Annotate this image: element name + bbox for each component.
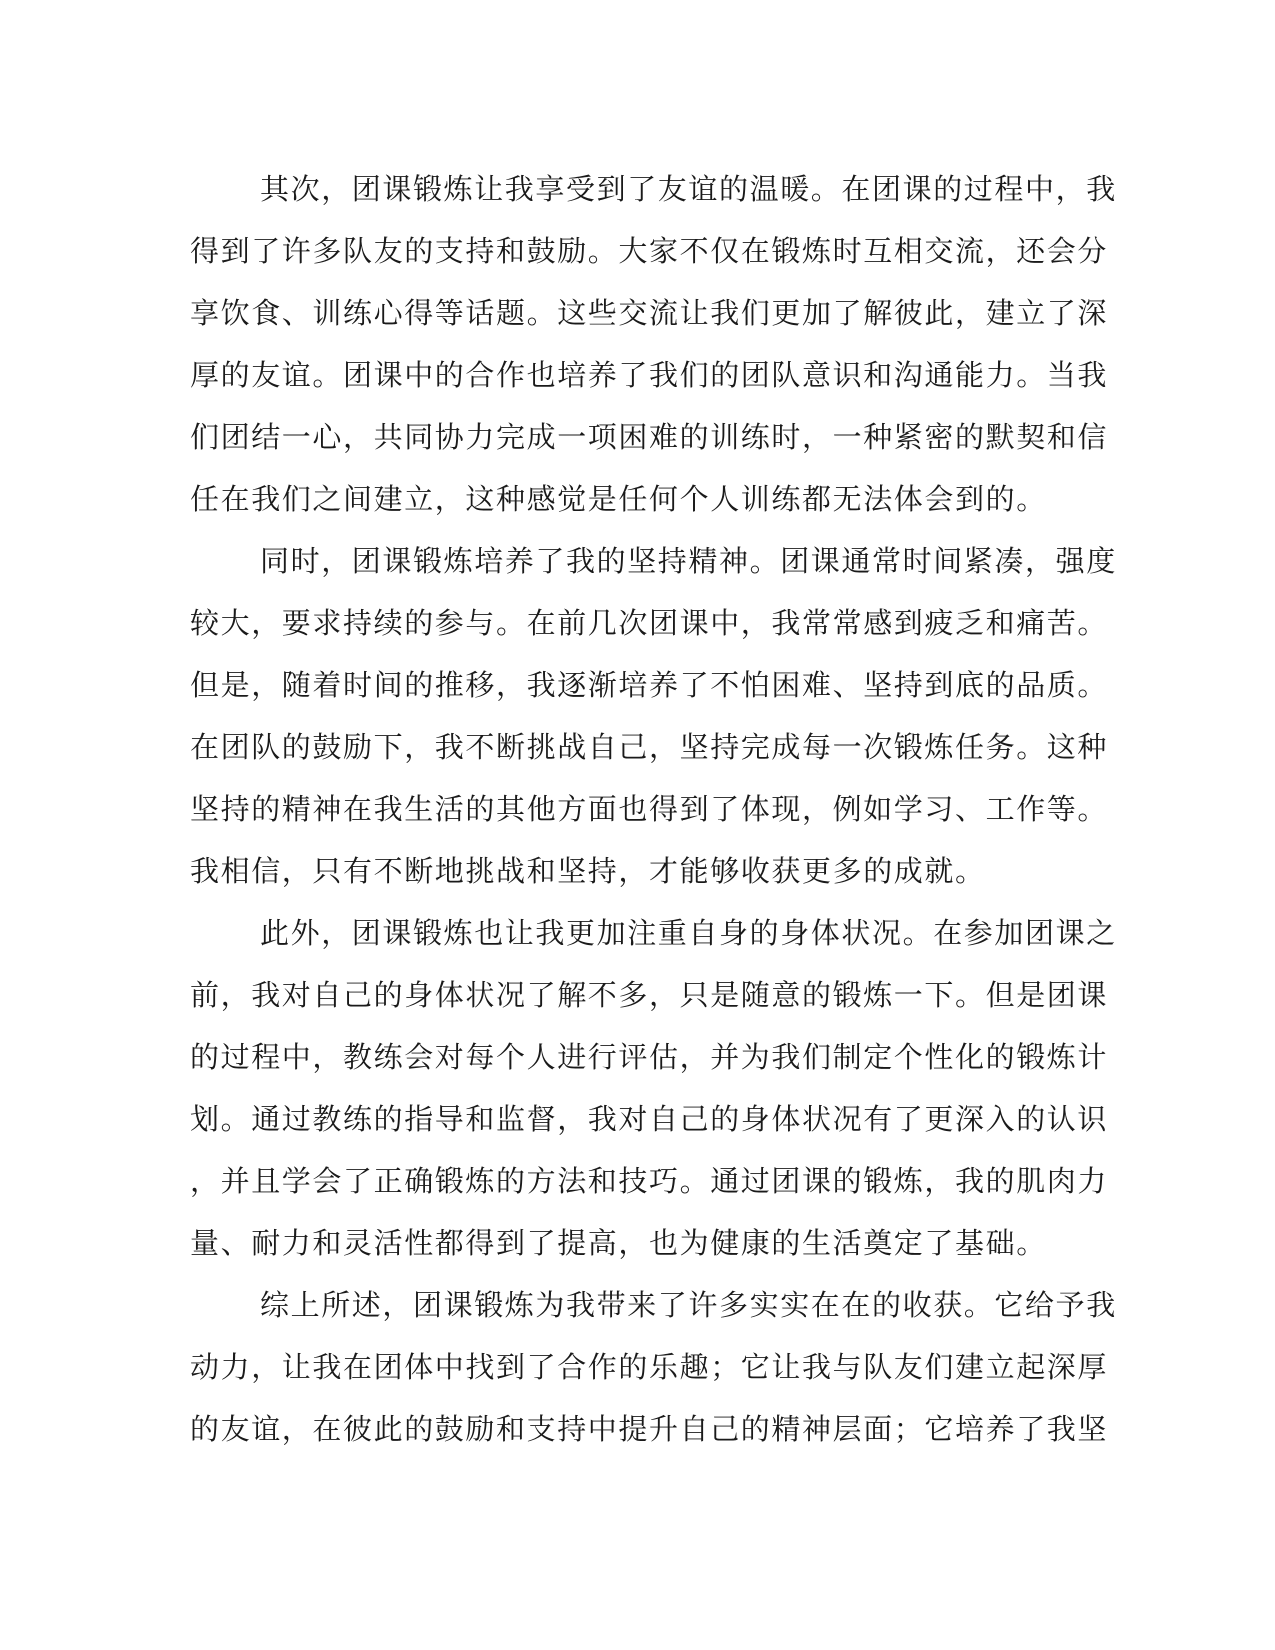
text-line: 同时，团课锻炼培养了我的坚持精神。团课通常时间紧凑，强度 [260, 544, 1117, 578]
text-line: 其次，团课锻炼让我享受到了友谊的温暖。在团课的过程中，我 [260, 172, 1117, 206]
paragraph-health [190, 902, 1117, 1274]
body-text [190, 158, 1117, 1460]
text-line: 但是，随着时间的推移，我逐渐培养了不怕困难、坚持到底的品质。 [190, 668, 1109, 702]
text-line: 动力，让我在团体中找到了合作的乐趣；它让我与队友们建立起深厚 [190, 1350, 1109, 1384]
paragraph-friendship [190, 158, 1117, 530]
paragraph-summary [190, 1274, 1117, 1460]
text-line: 的友谊，在彼此的鼓励和支持中提升自己的精神层面；它培养了我坚 [190, 1412, 1109, 1446]
text-line: 享饮食、训练心得等话题。这些交流让我们更加了解彼此，建立了深 [190, 296, 1109, 330]
text-line: 我相信，只有不断地挑战和坚持，才能够收获更多的成就。 [190, 854, 986, 888]
paragraph-persistence [190, 530, 1117, 902]
text-line: ，并且学会了正确锻炼的方法和技巧。通过团课的锻炼，我的肌肉力 [190, 1164, 1109, 1198]
text-line: 此外，团课锻炼也让我更加注重自身的身体状况。在参加团课之 [260, 916, 1117, 950]
text-line: 较大，要求持续的参与。在前几次团课中，我常常感到疲乏和痛苦。 [190, 606, 1109, 640]
text-line: 前，我对自己的身体状况了解不多，只是随意的锻炼一下。但是团课 [190, 978, 1109, 1012]
text-line: 厚的友谊。团课中的合作也培养了我们的团队意识和沟通能力。当我 [190, 358, 1109, 392]
text-line: 任在我们之间建立，这种感觉是任何个人训练都无法体会到的。 [190, 482, 1047, 516]
text-line: 坚持的精神在我生活的其他方面也得到了体现，例如学习、工作等。 [190, 792, 1109, 826]
text-line: 划。通过教练的指导和监督，我对自己的身体状况有了更深入的认识 [190, 1102, 1109, 1136]
text-line: 的过程中，教练会对每个人进行评估，并为我们制定个性化的锻炼计 [190, 1040, 1109, 1074]
text-line: 们团结一心，共同协力完成一项困难的训练时，一种紧密的默契和信 [190, 420, 1109, 454]
text-line: 得到了许多队友的支持和鼓励。大家不仅在锻炼时互相交流，还会分 [190, 234, 1109, 268]
text-line: 在团队的鼓励下，我不断挑战自己，坚持完成每一次锻炼任务。这种 [190, 730, 1109, 764]
text-line: 综上所述，团课锻炼为我带来了许多实实在在的收获。它给予我 [260, 1288, 1117, 1322]
text-line: 量、耐力和灵活性都得到了提高，也为健康的生活奠定了基础。 [190, 1226, 1047, 1260]
